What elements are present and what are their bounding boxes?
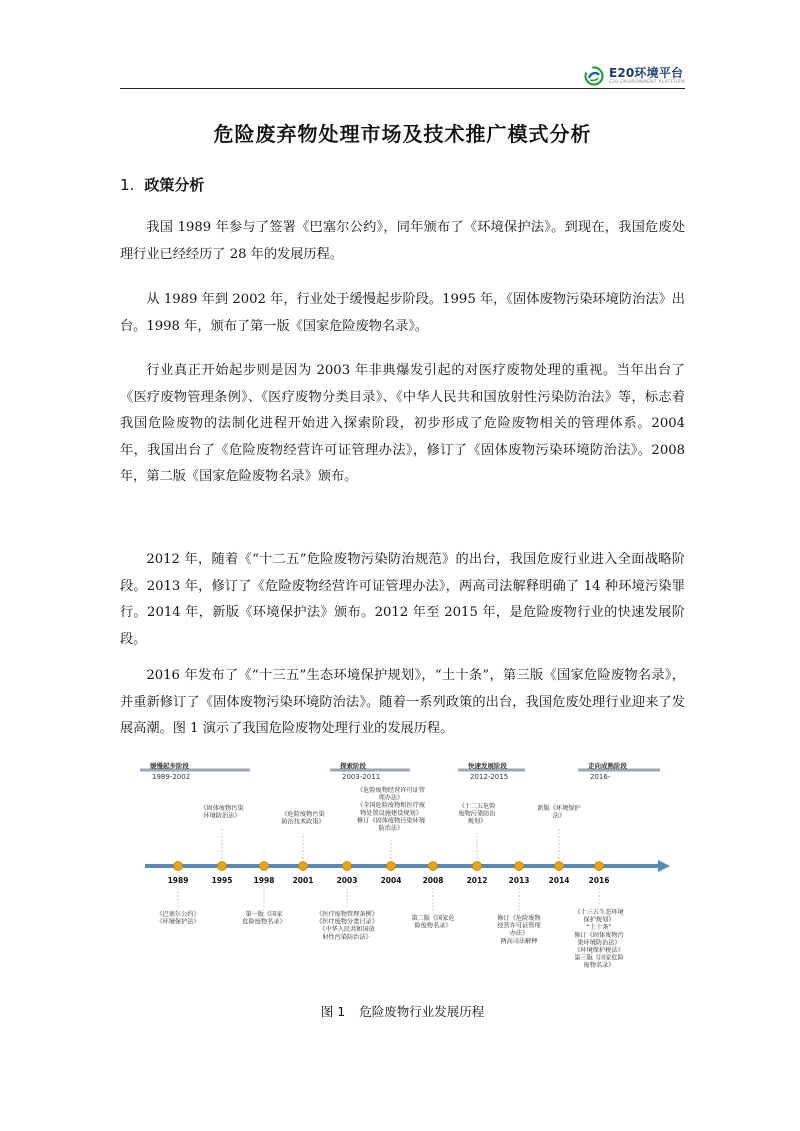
year-label: 1989 <box>167 876 189 885</box>
year-label: 2004 <box>380 876 402 885</box>
bottom-note-line: 险废物名录》 <box>414 922 452 930</box>
year-label: 2014 <box>548 876 570 885</box>
top-note-line: 防治技术政策》 <box>281 818 325 826</box>
bottom-note-line: 《医疗废物管理条例》 <box>316 911 378 918</box>
phase-range: 2016- <box>590 773 611 781</box>
phase-range: 1989-2002 <box>152 773 191 781</box>
bottom-note-line: 《十三五生态环境 <box>574 909 624 916</box>
year-label: 1998 <box>253 876 275 885</box>
year-label: 2003 <box>336 876 358 885</box>
timeline-diagram <box>140 758 670 983</box>
logo-subtext: E20 ENVIRONMENT PLATFORM <box>608 79 685 85</box>
bottom-note-line: 经营许可证管理 <box>497 922 541 930</box>
year-dot <box>595 862 604 871</box>
top-note-line: 理办法》 <box>378 794 404 802</box>
timeline-arrow <box>658 860 670 872</box>
top-note-line: 《危险废物污染 <box>281 811 325 818</box>
top-note-line: 法》 <box>552 812 566 820</box>
paragraph-1: 我国 1989 年参与了签署《巴塞尔公约》，同年颁布了《环境保护法》。到现在，我国危废处理行业已经经历了 28 年的发展历程。 <box>120 220 685 262</box>
bottom-note-line: 危险废物名录》 <box>242 918 286 926</box>
phase-range: 2012-2015 <box>470 773 509 781</box>
bottom-note-line: 废物名录》 <box>583 962 615 970</box>
year-dot <box>555 862 564 871</box>
bottom-note-line: 染环境防治法》 <box>577 939 621 947</box>
top-note-line: 修订《固体废物污染环境 <box>356 817 426 825</box>
bottom-note-line: “土十条” <box>586 924 612 932</box>
section-number: 1. <box>120 176 135 194</box>
bottom-note-line: 修订《固体废物污 <box>574 931 624 939</box>
year-label: 2013 <box>508 876 530 885</box>
e20-logo <box>584 66 685 86</box>
year-dot <box>387 862 396 871</box>
paragraph-5: 2016 年发布了《“十三五”生态环境保护规划》，“土十条”，第三版《国家危险废物名录》，并重新修订了《固体废物污染环境防治法》。随着一系列政策的出台，我国危废处理行业迎来了发展高潮。图 1 演示了我国危险废物处理行业的发展历程。 <box>120 668 685 736</box>
year-dot <box>429 862 438 871</box>
header-divider <box>120 88 685 89</box>
figure-number: 图 1 <box>320 1004 346 1019</box>
bottom-note-line: 《环境保护税法》 <box>574 947 624 954</box>
bottom-note-line: 《医疗废物分类目录》 <box>316 918 378 926</box>
year-dot <box>260 862 269 871</box>
top-note-line: 环境防治法》 <box>203 812 241 820</box>
top-note-line: 物处置设施建设规划》 <box>360 809 422 817</box>
year-dot <box>174 862 183 871</box>
bottom-note-line: 两高司法解释 <box>500 937 538 945</box>
bottom-note-line: 《中华人民共和国放 <box>319 926 375 934</box>
page-header <box>120 58 685 90</box>
section-heading <box>120 174 204 195</box>
e20-logo-icon <box>584 66 604 86</box>
bottom-note-line: 办法》 <box>509 930 529 938</box>
paragraph-2: 从 1989 年到 2002 年，行业处于缓慢起步阶段。1995 年，《固体废物污染环境防治法》出台。1998 年，颁布了第一版《国家危险废物名录》。 <box>120 292 685 334</box>
year-dot <box>343 862 352 871</box>
year-label: 1995 <box>211 876 233 885</box>
bottom-note-line: 保护规划》 <box>583 916 615 924</box>
figure-caption <box>120 1002 685 1020</box>
section-title: 政策分析 <box>144 176 205 194</box>
year-label: 2008 <box>422 876 444 885</box>
year-label: 2012 <box>466 876 488 885</box>
phase-name: 快速发展阶段 <box>468 762 507 770</box>
top-note-line: 废物污染防治 <box>458 810 496 818</box>
year-label: 2001 <box>292 876 314 885</box>
document-title: 危险废弃物处理市场及技术推广模式分析 <box>213 122 592 146</box>
paragraph-4: 2012 年，随着《“十二五”危险废物污染防治规范》的出台，我国危废行业进入全面战略阶段。2013 年，修订了《危险废物经营许可证管理办法》，两高司法解释明确了 14 种环境污染罪行。2014 年，新版《环境保护法》颁布。2012 年至 2015 年，是危险废物行业的快速发展阶段。 <box>120 552 685 647</box>
top-note-line: 《危险废物经营许可证管 <box>356 787 426 794</box>
year-dot <box>515 862 524 871</box>
bottom-note-line: 《巴塞尔公约》 <box>156 911 200 918</box>
year-dot <box>218 862 227 871</box>
top-note-line: 新版《环境保护 <box>537 805 581 812</box>
phase-name: 缓慢起步阶段 <box>150 762 189 770</box>
top-note-line: 规划》 <box>467 818 487 826</box>
phase-name: 走向成熟阶段 <box>588 762 627 770</box>
year-dot <box>473 862 482 871</box>
figure-caption-text: 危险废物行业发展历程 <box>359 1004 485 1019</box>
paragraph-3: 行业真正开始起步则是因为 2003 年非典爆发引起的对医疗废物处理的重视。当年出台了《医疗废物管理条例》、《医疗废物分类目录》、《中华人民共和国放射性污染防治法》等，标志着我国危险废物的法制化进程开始进入探索阶段，初步形成了危险废物相关的管理体系。2004 年，我国出台了《危险废物经营许可证管理办法》，修订了《固体废物污染环境防治法》。2008 年，第二版《国家危险废物名录》颁布。 <box>120 363 685 484</box>
bottom-note-line: 第一版《国家 <box>245 911 283 918</box>
bottom-note-line: 射性污染防治法》 <box>322 933 372 941</box>
top-note-line: 《固体废物污染 <box>200 805 244 812</box>
bottom-note-line: 第三版《国家危险 <box>574 954 624 962</box>
year-dot <box>299 862 308 871</box>
top-note-line: 《十二五危险 <box>458 803 496 810</box>
timeline-figure <box>140 758 670 983</box>
bottom-note-line: 修订《危险废物 <box>497 915 541 922</box>
phase-range: 2003-2011 <box>342 773 381 781</box>
top-note-line: 防治法》 <box>378 825 404 832</box>
phase-name: 探索阶段 <box>340 762 366 770</box>
logo-text: E20环境平台 <box>608 65 684 80</box>
bottom-note-line: 《环境保护法》 <box>156 918 200 926</box>
top-note-line: 《全国危险废物和医疗废 <box>356 802 426 810</box>
bottom-note-line: 第二版《国家危 <box>411 915 455 922</box>
year-label: 2016 <box>588 876 610 885</box>
